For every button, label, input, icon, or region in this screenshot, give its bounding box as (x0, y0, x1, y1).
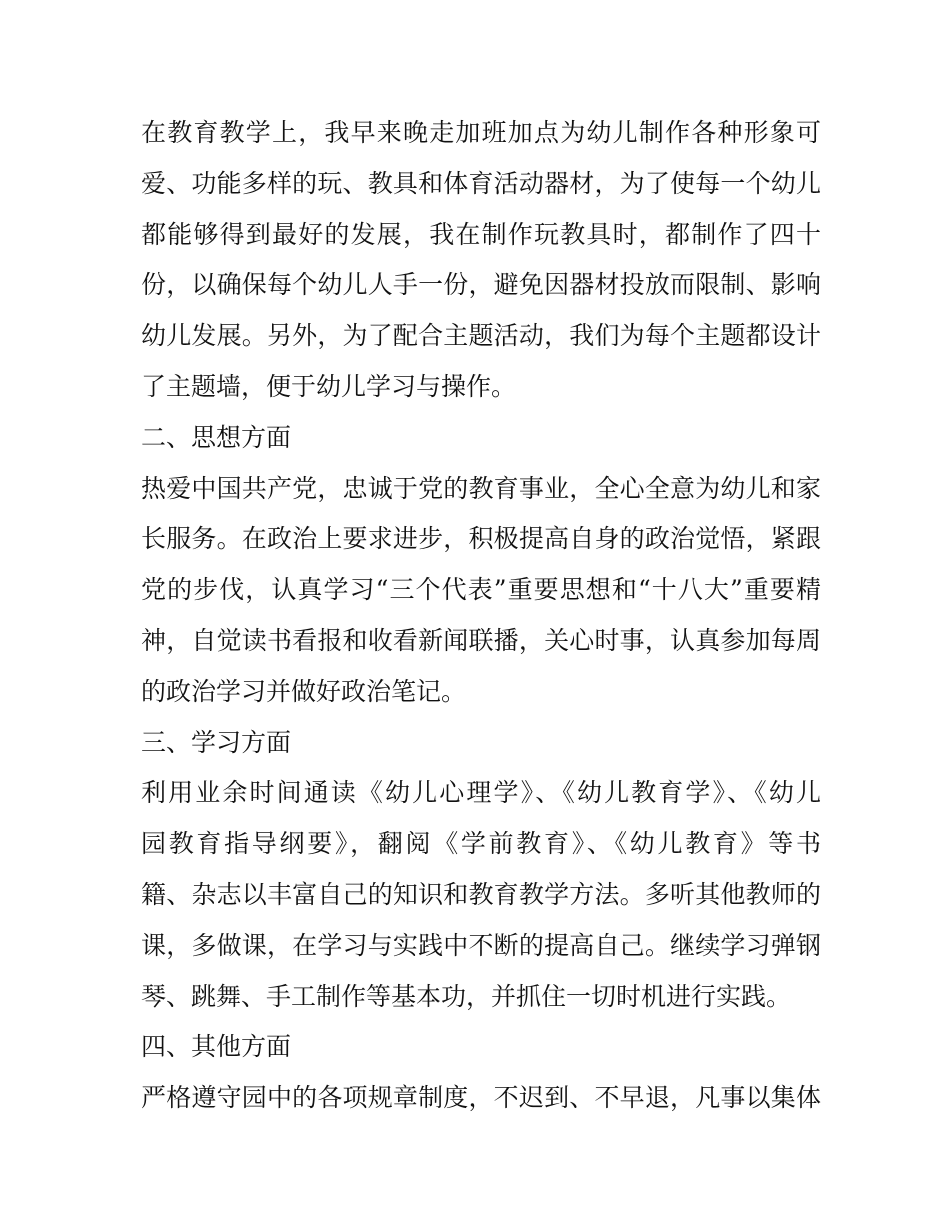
paragraph-line: 幼儿发展。另外，为了配合主题活动，我们为每个主题都设计 (141, 321, 821, 351)
document-body (141, 108, 821, 1124)
paragraph-line: 份，以确保每个幼儿人手一份，避免因器材投放而限制、影响 (141, 270, 821, 300)
paragraph-line: 了主题墙，便于幼儿学习与操作。 (141, 371, 517, 401)
paragraph-line: 严格遵守园中的各项规章制度，不迟到、不早退，凡事以集体 (141, 1083, 821, 1113)
paragraph-line: 园教育指导纲要》，翻阅《学前教育》、《幼儿教育》等书 (141, 829, 821, 859)
paragraph-line: 利用业余时间通读《幼儿心理学》、《幼儿教育学》、《幼儿 (141, 778, 821, 808)
paragraph-line: 的政治学习并做好政治笔记。 (141, 676, 467, 706)
paragraph-line: 长服务。在政治上要求进步，积极提高自身的政治觉悟，紧跟 (141, 524, 821, 554)
paragraph-line: 课，多做课，在学习与实践中不断的提高自己。继续学习弹钢 (141, 930, 821, 960)
paragraph-line: 都能够得到最好的发展，我在制作玩教具时，都制作了四十 (141, 219, 821, 249)
section-heading: 三、学习方面 (141, 727, 292, 757)
paragraph-line: 热爱中国共产党，忠诚于党的教育事业，全心全意为幼儿和家 (141, 473, 821, 503)
paragraph-line: 党的步伐，认真学习“三个代表”重要思想和“十八大”重要精 (141, 575, 821, 605)
paragraph-line: 神，自觉读书看报和收看新闻联播，关心时事，认真参加每周 (141, 625, 821, 655)
section-heading: 二、思想方面 (141, 422, 292, 452)
paragraph-line: 爱、功能多样的玩、教具和体育活动器材，为了使每一个幼儿 (141, 168, 821, 198)
paragraph-line: 籍、杂志以丰富自己的知识和教育教学方法。多听其他教师的 (141, 879, 821, 909)
paragraph-line: 在教育教学上，我早来晚走加班加点为幼儿制作各种形象可 (141, 118, 821, 147)
paragraph-line: 琴、跳舞、手工制作等基本功，并抓住一切时机进行实践。 (141, 981, 792, 1011)
section-heading: 四、其他方面 (141, 1032, 292, 1062)
